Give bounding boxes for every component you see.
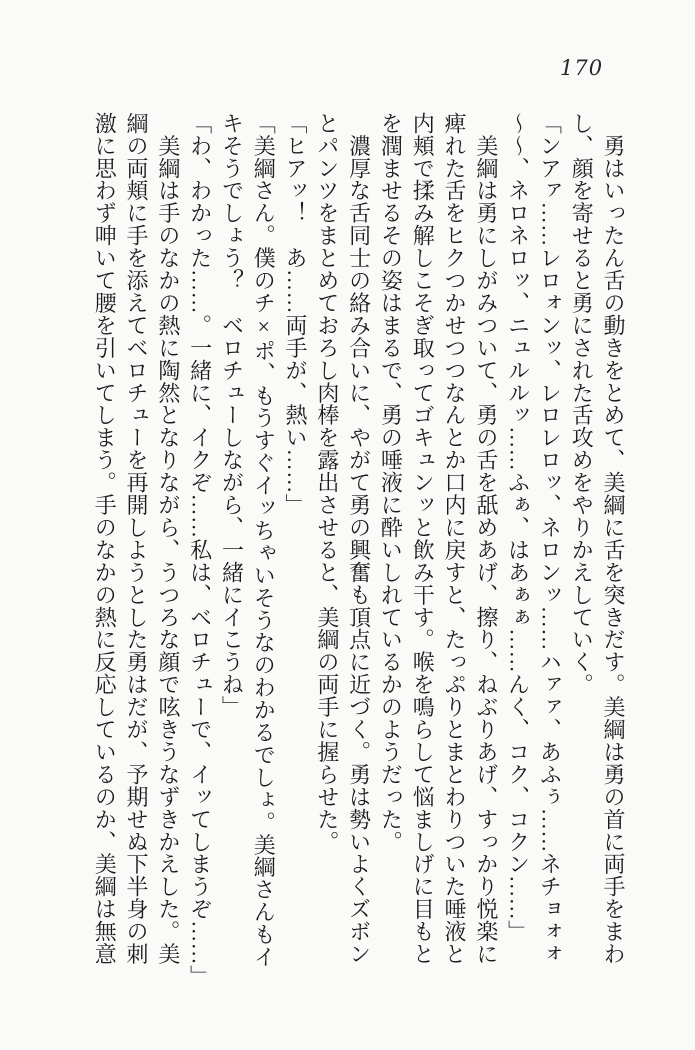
text-line: を潤ませるその姿はまるで、勇の唾液に酔いしれているかのようだった。 bbox=[378, 112, 404, 853]
page-number: 170 bbox=[560, 56, 604, 80]
text-line: 勇はいったん舌の動きをとめて、美綱に舌を突きだす。美綱は勇の首に両手をまわ bbox=[601, 112, 626, 966]
text-line: し、顔を寄せると勇にされた舌攻めをやりかえしていく。 bbox=[569, 112, 595, 696]
text-line: ～～、ネロネロッ、ニュルルッ……ふぁ、はあぁぁ……んく、コク、コクン……」 bbox=[505, 112, 531, 943]
text-line: 内頬で揉み解しこそぎ取ってゴキュンッと飲み干す。喉を鳴らして悩ましげに目もと bbox=[410, 112, 436, 966]
text-line: 痺れた舌をヒクつかせつつなんとか口内に戻すと、たっぷりとまとわりついた唾液と bbox=[442, 112, 468, 966]
text-line: 美綱は勇にしがみついて、勇の舌を舐めあげ、擦り、ねぶりあげ、すっかり悦楽に bbox=[473, 112, 499, 966]
text-line: 「わ、わかった……。一緒に、イクぞ……私は、ベロチューで、イッてしまうぞ……」 bbox=[187, 112, 213, 988]
text-line: 激に思わず呻いて腰を引いてしまう。手のなかの熱に反応しているのか、美綱は無意 bbox=[92, 112, 118, 966]
text-line: キそうでしょう？ ベロチューしながら、一緒にイこうね」 bbox=[219, 112, 245, 719]
text-line: 「ンアァ……レロォンッ、レロレロッ、ネロンッ……ハァァ、あふぅ……ネチョォォ bbox=[537, 112, 563, 966]
text-line: 濃厚な舌同士の絡み合いに、やがて勇の興奮も頂点に近づく。勇は勢いよくズボン bbox=[346, 112, 372, 966]
text-line: 「美綱さん。僕のチ×ポ、もうすぐイッちゃいそうなのわかるでしょ。美綱さんもイ bbox=[251, 112, 277, 969]
text-line: とパンツをまとめておろし肉棒を露出させると、美綱の両手に握らせた。 bbox=[314, 112, 340, 853]
text-line: 美綱は手のなかの熱に陶然となりながら、うつろな顔で呟きうなずきかえした。美 bbox=[155, 112, 181, 966]
text-line: 綱の両頬に手を添えてベロチューを再開しようとした勇はだが、予期せぬ下半身の刺 bbox=[124, 112, 150, 966]
vertical-text-block bbox=[88, 112, 629, 1036]
text-line: 「ヒアッ！ あ……両手が、熱い……」 bbox=[283, 112, 309, 517]
